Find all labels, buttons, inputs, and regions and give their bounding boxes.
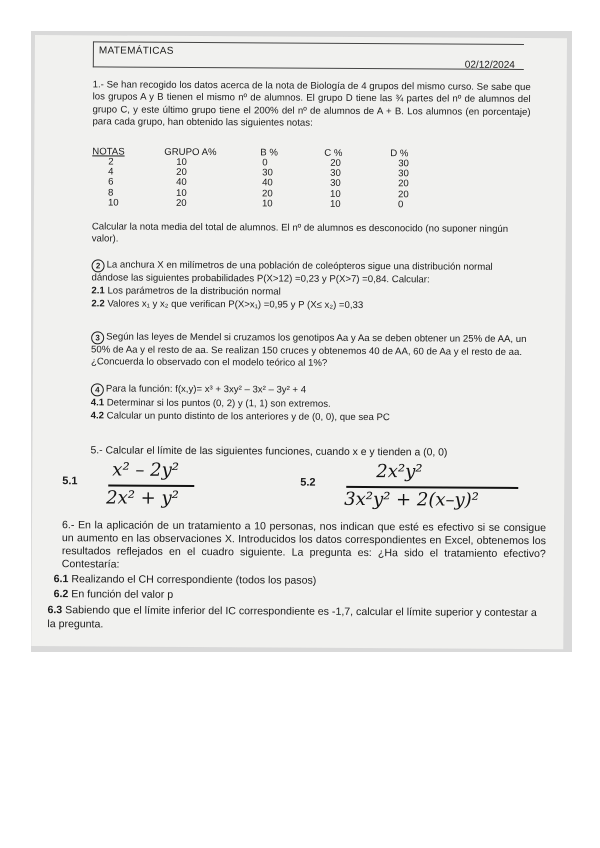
q5-f2-numerator: 2x²y² (376, 461, 423, 483)
col-grupo-c: C % (324, 147, 343, 159)
q4-sub1-text: Determinar si los puntos (0, 2) y (1, 1) son extremos. (106, 397, 331, 410)
q4-block (91, 383, 529, 399)
table-cell: 40 (176, 177, 187, 189)
q6-sub3 (47, 603, 547, 634)
col-grupo-d: D % (390, 147, 409, 159)
table-cell: 30 (262, 167, 273, 179)
q6-sub1-text: Realizando el CH correspondiente (todos los pasos) (71, 573, 317, 587)
table-cell: 20 (398, 178, 409, 190)
col-grupo-a: GRUPO A% (164, 146, 217, 158)
table-cell: 6 (108, 176, 114, 188)
q4-sub2 (91, 410, 529, 425)
table-cell: 10 (261, 198, 273, 210)
table-cell: 2 (108, 156, 114, 168)
table-cell: 30 (398, 168, 409, 180)
q1-intro: 1.- Se han recogido los datos acerca de la nota de Biología de 4 grupos del mismo curso. Se sabe que los grupos A y B tienen el mismo nº de alumnos. El grupo D tiene las ¾ partes del nº de alumnos del grupo C, y este último grupo tiene el 200% del nº de alumnos de A + B. Los alumnos (en porcentaje) para cada grupo, han obtenido las siguientes notas: (92, 79, 531, 129)
table-cell: 30 (330, 168, 341, 180)
q4-sub2-text: Calcular un punto distinto de los anteriores y de (0, 0), que sea PC (106, 410, 390, 424)
table-cell: 10 (176, 187, 187, 199)
q6-sub2-text: En función del valor p (71, 588, 174, 601)
table-cell: 8 (108, 187, 114, 199)
col-grupo-b: B % (260, 146, 278, 158)
q2-number-circle: 2 (92, 259, 105, 272)
exam-paper (31, 35, 567, 649)
q2-sub2-number: 2.2 (91, 298, 105, 310)
q4-sub2-number: 4.2 (90, 410, 105, 422)
table-cell: 4 (108, 166, 114, 178)
q3-text: Según las leyes de Mendel si cruzamos los genotipos Aa y Aa se deben obtener un 25% de AA, un 50% de Aa y el resto de aa. Se realizan 150 cruces y obtenemos 40 de AA, 60 de Aa y el resto de aa. ¿Concuerda lo observado con el modelo teórico al 1%? (90, 331, 527, 370)
q4-sub1-number: 4.1 (90, 397, 105, 409)
q2-sub1-text: Los parámetros de la distribución normal (107, 285, 281, 298)
q2-text: La anchura X en milímetros de una población de coleópteros sigue una distribución normal dándose las siguientes probabilidades P(X>12) =0,23 y P(X>7) =0,84. Calcular: (91, 259, 493, 286)
table-cell: 0 (397, 199, 404, 211)
q4-text: Para la función: f(x,y)= x³ + 3xy² – 3x² – 3y² + 4 (105, 383, 307, 396)
q6-text: 6.- En la aplicación de un tratamiento a 10 personas, nos indican que esté es efectivo si se consigue un aumento en las observaciones X. Introducidos los datos correspondientes en Excel, obtenemos los resultados reflejados en el cuadro siguiente. La pregunta es: ¿Ha sido el tratamiento efectivo? Contestaría: (61, 519, 547, 571)
q6-sub1-number: 6.1 (53, 573, 69, 586)
table-cell: 40 (262, 177, 273, 189)
subject-title: MATEMÁTICAS (98, 45, 174, 57)
table-cell: 30 (330, 178, 341, 190)
table-cell: 10 (329, 198, 341, 210)
scanned-sheet (31, 31, 572, 652)
q2-sub2 (91, 298, 529, 313)
table-row (92, 198, 440, 210)
q5-f1-label: 5.1 (62, 475, 78, 488)
col-notas: NOTAS (92, 145, 125, 158)
q6-sub2 (54, 588, 544, 603)
q3-number-circle: 3 (91, 331, 104, 344)
q4-number-circle: 4 (91, 383, 104, 396)
table-cell: 0 (262, 157, 268, 169)
q5-text: 5.- Calcular el límite de las siguientes funciones, cuando x e y tienden a (0, 0) (90, 445, 448, 459)
q6-sub1 (54, 573, 544, 588)
q6-sub3-text: Sabiendo que el límite inferior del IC correspondiente es -1,7, calcular el límite superior y contestar a la pregunta. (47, 604, 537, 631)
q5-f2-label: 5.2 (300, 476, 316, 489)
q5-f2-denominator: 3x²y² + 2(x–y)² (344, 488, 479, 511)
table-cell: 20 (175, 197, 187, 209)
table-cell: 30 (398, 158, 409, 170)
table-cell: 20 (262, 187, 273, 200)
table-cell: 20 (330, 157, 341, 169)
q6-sub3-number: 6.3 (47, 604, 63, 617)
table-cell: 20 (397, 188, 409, 200)
table-cell: 10 (330, 188, 341, 200)
q3-block (91, 331, 529, 371)
q1-task: Calcular la nota media del total de alumnos. El nº de alumnos es desconocido (no suponer ningún valor). (91, 221, 509, 245)
grades-table (92, 145, 440, 210)
q6-sub2-number: 6.2 (53, 588, 69, 601)
q2-sub2-text: Valores x₁ y x₂ que verifican P(X>x₁) =0,95 y P (X≤ x₂) =0,33 (107, 298, 364, 312)
table-cell: 20 (176, 167, 187, 179)
q5-f1-denominator: 2x² + y² (106, 487, 179, 509)
q5-f1-numerator: x² – 2y² (112, 459, 180, 481)
exam-date: 02/12/2024 (464, 59, 515, 71)
table-cell: 10 (176, 156, 187, 168)
q2-sub1-number: 2.1 (91, 285, 105, 297)
q5-f1-fraction-bar (108, 484, 194, 486)
table-cell: 10 (107, 197, 119, 209)
q2-block (91, 259, 529, 287)
